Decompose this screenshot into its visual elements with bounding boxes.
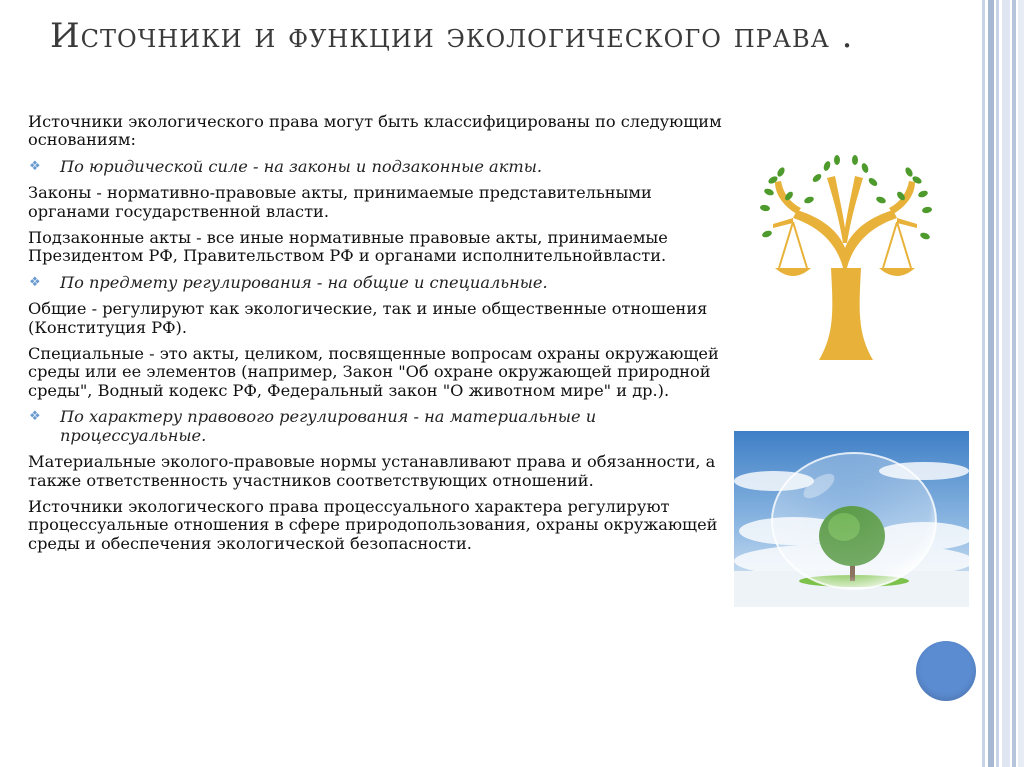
diamond-bullet-icon: ❖ (29, 274, 41, 290)
paragraph: Источники экологического права могут быть классифицированы по следующим основаниям: (28, 112, 722, 150)
slide-body (28, 113, 728, 561)
paragraph: Источники экологического права процессуального характера регулируют процессуальные отношения в сфере природопользования, охраны окружающей среды и обеспечения экологической безопасности. (28, 496, 718, 553)
paragraph: Законы - нормативно-правовые акты, принимаемые представительными органами государственной власти. (28, 183, 652, 221)
decorative-side-stripes (982, 0, 1024, 767)
paragraph: Общие - регулируют как экологические, так и иные общественные отношения (Конституция РФ). (28, 299, 708, 337)
diamond-bullet-icon: ❖ (29, 409, 41, 425)
bullet-item (28, 274, 728, 292)
bullet-text: По предмету регулирования - на общие и специальные. (60, 272, 548, 292)
decorative-blue-circle (916, 641, 976, 701)
paragraph: Материальные эколого-правовые нормы устанавливают права и обязанности, а также ответственность участников соответствующих отношений. (28, 452, 716, 490)
paragraph: Подзаконные акты - все иные нормативные правовые акты, принимаемые Президентом РФ, Правительством РФ и органами исполнительнойвласти. (28, 228, 668, 266)
bullet-text: По характеру правового регулирования - на материальные и процессуальные. (60, 407, 597, 445)
bullet-item (28, 408, 728, 445)
bullet-item (28, 158, 728, 176)
paragraph: Специальные - это акты, целиком, посвященные вопросам охраны окружающей среды или ее элементов (например, Закон "Об охране окружающей природной среды", Водный кодекс РФ, Федеральный закон "О животном мире" и др.). (28, 344, 719, 400)
diamond-bullet-icon: ❖ (29, 158, 41, 174)
bullet-text: По юридической силе - на законы и подзаконные акты. (60, 156, 543, 176)
tree-scales-image (753, 148, 937, 366)
tree-in-glass-dome-image (734, 431, 969, 607)
slide-title: Источники и функции экологического права . (50, 16, 854, 56)
